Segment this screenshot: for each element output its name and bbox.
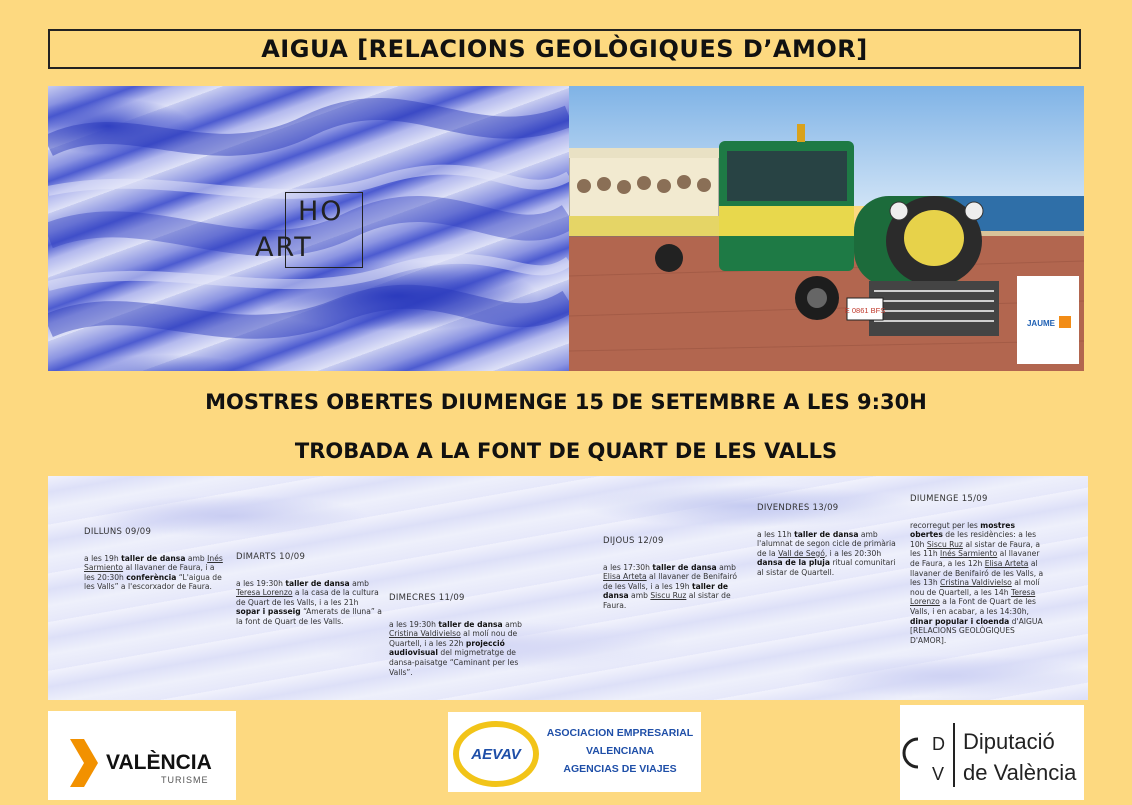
valencia-mark-icon <box>48 711 236 800</box>
jaume-logo-text: JAUME <box>1026 319 1056 328</box>
aevav-mark: AEVAV <box>471 746 521 763</box>
diputacio-mark-icon <box>900 705 1084 800</box>
hoart-row1: HO <box>298 196 344 227</box>
day-title: DIMARTS 10/09 <box>236 552 306 562</box>
dv-line1: Diputació <box>963 729 1055 754</box>
valencia-turisme-logo <box>48 711 236 800</box>
day-dimarts <box>236 553 382 627</box>
hoart-row2: ART <box>255 232 313 263</box>
day-dilluns <box>84 528 224 592</box>
day-dimecres <box>389 594 529 677</box>
blue-sand-photo <box>48 86 569 371</box>
day-text: a les 17:30h taller de dansa amb Elisa Arteta al llavaner de Benifairó de les Valls, i a les 19h taller de dansa amb Siscu Ruz al sistar de Faura. <box>603 562 738 610</box>
aevav-line2: VALENCIANA <box>585 745 655 757</box>
day-title: DIVENDRES 13/09 <box>757 503 839 513</box>
day-dijous <box>603 537 748 611</box>
day-text: a les 19:30h taller de dansa amb Cristina Valdivielso al molí nou de Quartell, i a les 22h projecció audiovisual del migmetratge de dansa-paisatge “Caminant per les Valls”. <box>389 619 522 677</box>
day-text: a les 19:30h taller de dansa amb Teresa Lorenzo a la casa de la cultura de Quart de les Valls, i a les 21h sopar i passeig “Amerats de lluna” a la font de Quart de les Valls. <box>236 578 382 626</box>
aevav-line3: AGENCIAS DE VIAJES <box>563 763 677 775</box>
train-scene <box>569 86 1084 371</box>
aevav-mark-icon <box>448 712 701 792</box>
open-shows-heading: MOSTRES OBERTES DIUMENGE 15 DE SETEMBRE A LES 9:30H <box>205 390 927 414</box>
hoart-logo <box>255 192 365 268</box>
tourist-train-photo <box>569 86 1084 371</box>
day-diumenge <box>910 495 1050 645</box>
day-title: DIUMENGE 15/09 <box>910 494 988 504</box>
day-title: DILLUNS 09/09 <box>84 527 152 537</box>
day-title: DIJOUS 12/09 <box>603 536 664 546</box>
dv-mark-v: V <box>932 764 945 784</box>
week-schedule <box>48 476 1088 700</box>
valencia-sub: TURISME <box>161 775 209 785</box>
poster-title: AIGUA [RELACIONS GEOLÒGIQUES D’AMOR] <box>48 29 1081 69</box>
day-title: DIMECRES 11/09 <box>389 593 465 603</box>
valencia-name: VALÈNCIA <box>106 751 212 774</box>
license-plate: E 0861 BFS <box>844 306 886 315</box>
dv-line2: de València <box>963 760 1077 785</box>
day-divendres <box>757 504 900 578</box>
day-text: a les 11h taller de dansa amb l'alumnat de segon cicle de primària de la Vall de Segó, i a les 20:30h dansa de la pluja ritual comunitari al sistar de Quartell. <box>757 529 896 577</box>
diputacio-valencia-logo <box>900 705 1084 800</box>
aevav-line1: ASOCIACION EMPRESARIAL <box>546 727 694 739</box>
day-text: a les 19h taller de dansa amb Inés Sarmiento al llavaner de Faura, i a les 20:30h conferència “L'aigua de les Valls” a l'escorxador de Faura. <box>84 553 223 592</box>
aevav-logo <box>448 712 701 792</box>
day-text: recorregut per les mostres obertes de les residències: a les 10h Siscu Ruz al sistar de Faura, a les 11h Inés Sarmiento al llavaner de Faura, a les 12h Elisa Arteta al llavaner de Benifairó de les Valls, a les 13h Cristina Valdivielso al molí nou de Quartell, a les 14h Teresa Lorenzo a la Font de Quart de les Valls, i en acabar, a les 14:30h, dinar popular i cloenda d'AIGUA [RELACIONS GEOLÒGIQUES D'AMOR]. <box>910 520 1044 645</box>
meeting-point-heading: TROBADA A LA FONT DE QUART DE LES VALLS <box>294 439 838 463</box>
dv-mark-d: D <box>932 734 945 754</box>
